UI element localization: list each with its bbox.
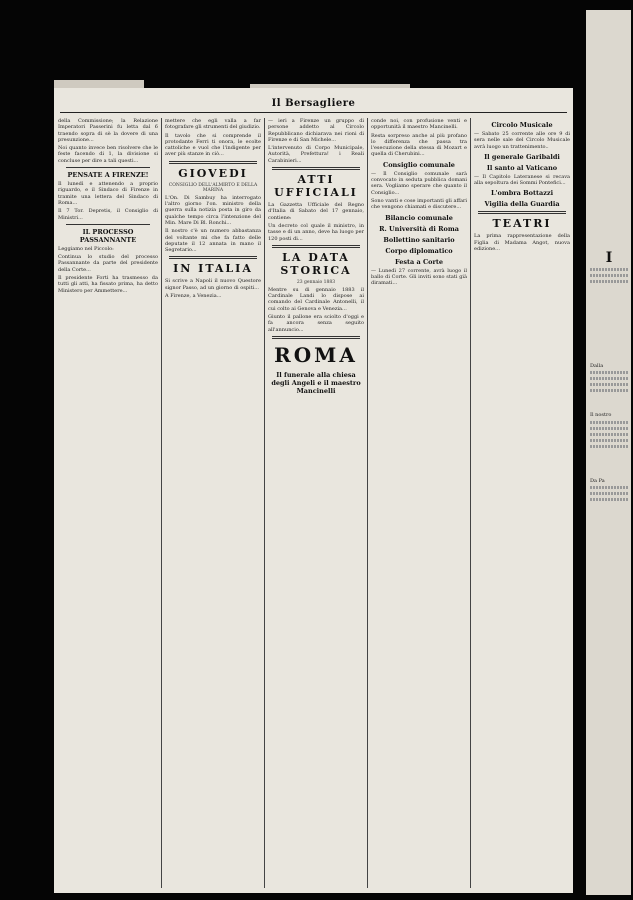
article-paragraph: L'On. Di Sambuy ha interrogato l'altro giorno l'on. ministro della guerra sulla notizia posta in giro da qualche tempo circa l'intenzione del Min. Mare Di Bl. Ronchi... [165, 194, 261, 226]
article-paragraph: Il tavolo che si comprende il protodante Ferri ti onora, le ecolte cattoliche e vuol che l'indigente per aver più stanze in ciò... [165, 132, 261, 158]
article-heading-vigilia: Vigilia della Guardia [484, 200, 560, 209]
article-heading-universita: R. Università di Roma [379, 224, 459, 233]
article-heading-ombra: L'ombra Bottazzi [490, 189, 554, 198]
article-heading-santo: Il santo al Vaticano [486, 163, 558, 172]
article-paragraph: Si scrive a Napoli il nuovo Questore signor Passo, ad un giorno di ospiti... [165, 278, 261, 291]
article-paragraph: — Lunedì 27 corrente, avrà luogo il ballo di Corte. Gli inviti sono stati già diramati... [371, 267, 467, 287]
article-heading-generale: Il generale Garibaldi [484, 152, 560, 161]
newspaper-page [54, 88, 573, 893]
article-paragraph: della Commissione; la Relazione Imperatori Passerini fu letta dal 6 traendo sopra di sè la dovere di una presunzione... [58, 118, 158, 143]
adjacent-page-line-3: Da Pa [590, 477, 605, 484]
article-paragraph: Sono vanti e cose importanti gli affari che vengono chiamati e discutere... [371, 197, 467, 211]
article-paragraph: — Sabato 25 corrente alle ore 9 di sera nelle sale del Circolo Musicale avrà luogo un trattenimento.. [474, 131, 570, 150]
column-rule [264, 118, 265, 888]
article-paragraph: L'intervenuto di Corpo Municipale, Autorità, Prefettura! i Reali Carabinieri... [268, 145, 364, 164]
article-paragraph: La prima rappresentazione della Figlia di Madama Angot, nuova edizione... [474, 233, 570, 253]
article-paragraph: Resta sorpreso anche al più profano lo differenza che passa tra l'esecuzione della stessa di Mozart e quella di Cherubini... [371, 132, 467, 158]
column-rule [161, 118, 162, 888]
article-heading-italia: IN ITALIA [173, 262, 253, 276]
article-paragraph: La Gazzetta Ufficiale del Regno d'Italia di Sabato del 17 gennaio, contiene: [268, 202, 364, 221]
adjacent-page-strip [586, 10, 631, 895]
masthead: Il Bersagliere [271, 98, 356, 109]
article-paragraph: Noi quanto invece ben risolvere che le feste facendo di 1, la divisione si concluse per dire a tali questi... [58, 145, 158, 164]
adjacent-page-line-2: Il nostro [590, 412, 612, 419]
article-paragraph: Il lunedì e attenendo a proprio riguardo, e il Sindaco di Firenze in tramite una lettera del Sindaco di Roma... [58, 181, 158, 206]
article-paragraph: Il nostro c'è un numero abbastanza del voltante mi che fa fatto delle deputate il 12 annata in mano il Segretario... [165, 228, 261, 254]
article-heading-storia: LA DATA STORICA [280, 250, 352, 277]
adjacent-page-heading: I [605, 250, 613, 266]
article-paragraph: Un decreto col quale il ministro, in tasse e di un anno, deve ha luogo per 120 posti di... [268, 222, 364, 242]
article-heading-festa: Festa a Corte [394, 257, 444, 266]
column-5 [474, 118, 570, 888]
article-paragraph: Giunto il pallone era sciolto d'oggi e fa ancora senza seguito all'annuncio... [268, 314, 364, 333]
article-heading-giovedi: GIOVEDI [178, 166, 248, 180]
article-paragraph: Continua lo studio del processo Passannante da parte del presidente della Corte... [58, 254, 158, 273]
column-rule [470, 118, 471, 888]
adjacent-page-line-1: Dalla [590, 363, 604, 369]
article-heading-bilancio: Bilancio comunale [385, 213, 453, 222]
article-paragraph: — Il Consiglio comunale sarà convocato in seduta pubblica domani sera. Vogliamo sperare che quanto il Consiglio... [371, 170, 467, 196]
article-date: 23 gennaio 1883 [296, 279, 336, 285]
article-heading-roma: ROMA [274, 342, 358, 367]
article-subheading: Il funerale alla chiesa degli Angeli e il maestro Mancinelli [271, 370, 361, 395]
column-rule [367, 118, 368, 888]
article-paragraph: A Firenze, a Venezia... [165, 293, 222, 300]
masthead-rule [60, 112, 567, 113]
article-heading-sanitario: Bollettino sanitario [383, 235, 455, 244]
article-subheading: CONSIGLIO DELL'ALMIRTO E DELLA MARINA [168, 182, 258, 193]
article-heading-processo: IL PROCESSO PASSANNANTE [79, 227, 137, 244]
column-2 [165, 118, 261, 888]
article-paragraph: — Il Capitolo Lateranese si recava alla sepoltura dei Sommi Pontefici... [474, 173, 570, 187]
article-paragraph: mettere che egli valla a far fotografare gli strumenti del giudizio. [165, 118, 261, 131]
article-paragraph: Il 7 Tor. Depretis, il Consiglio di Ministri... [58, 208, 158, 221]
article-paragraph: conde noi, con profusione venti e opportunità il maestro Mancinelli. [371, 118, 467, 131]
column-4 [371, 118, 467, 888]
article-heading-teatri: TEATRI [492, 217, 552, 231]
article-heading-corpo: Corpo diplomatico [385, 246, 453, 255]
article-paragraph: — ieri a Firenze un gruppo di persone addetto al Circolo Repubblicano dichiarava nei rioni di Firenze e di San Michele... [268, 118, 364, 143]
column-3 [268, 118, 364, 888]
article-heading-atti: ATTI UFFICIALI [274, 173, 358, 200]
article-heading-consiglio: Consiglio comunale [383, 160, 455, 169]
article-paragraph: Leggiamo nel Piccolo: [58, 245, 114, 252]
article-heading-circolo: Circolo Musicale [491, 121, 553, 129]
article-paragraph: Mentre su di gennaio 1883 il Cardinale Landi lo dispose ai comando del Cardinale Antonelli, il cui colto ai Genova e Venezia... [268, 286, 364, 312]
column-1 [58, 118, 158, 888]
article-heading-pensate: PENSATE A FIRENZE! [67, 171, 149, 180]
article-paragraph: Il presidente Forti ha trasmesso da tutti gli atti, ha fissato prima, ha detto Ministero per Ammettere... [58, 275, 158, 294]
